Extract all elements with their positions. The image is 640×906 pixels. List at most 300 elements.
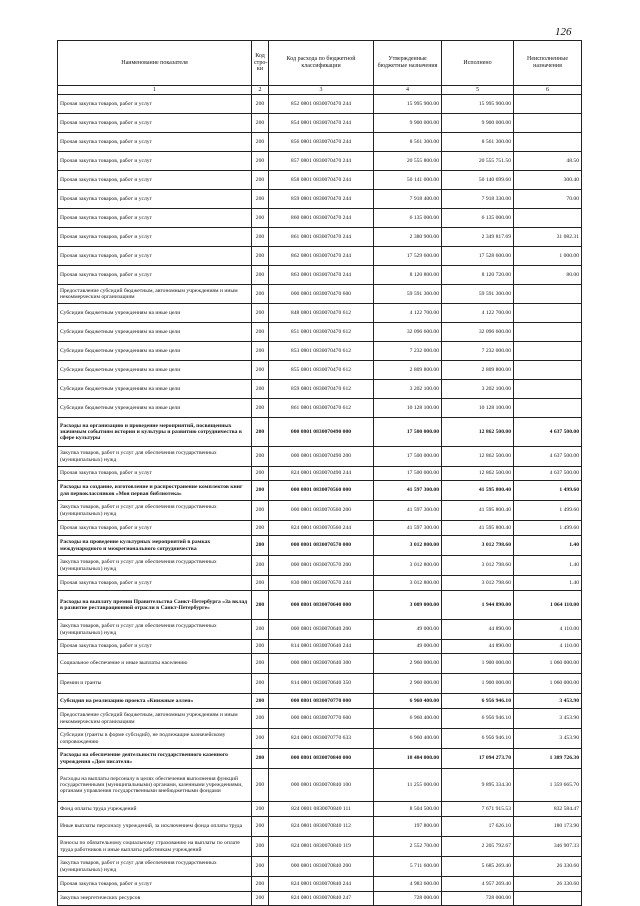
row-line-code: 200 <box>252 837 269 857</box>
row-classification: 000 0801 0830070570 200 <box>269 556 374 576</box>
row-executed: 1 900 000.00 <box>442 654 514 674</box>
row-line-code: 200 <box>252 266 269 285</box>
row-classification: 000 0801 0830070840 100 <box>269 769 374 802</box>
table-row <box>58 342 582 361</box>
row-executed: 3 012 798.60 <box>442 556 514 576</box>
row-line-code: 200 <box>252 342 269 361</box>
row-approved: 2 809 800.00 <box>374 361 442 380</box>
row-unexecuted: 3 453.90 <box>514 729 582 749</box>
row-name: Прочая закупка товаров, работ и услуг <box>58 247 252 266</box>
row-unexecuted: 1.40 <box>514 576 582 591</box>
row-unexecuted: 1 000.00 <box>514 247 582 266</box>
column-number: 1 <box>58 86 252 95</box>
column-number-row <box>58 86 582 95</box>
table-row <box>58 481 582 501</box>
row-name: Расходы на проведение культурных мероприятий в рамках международного и межрегионального сотрудничества <box>58 536 252 556</box>
row-line-code: 200 <box>252 285 269 304</box>
row-executed: 41 595 800.40 <box>442 501 514 521</box>
row-unexecuted: 300.40 <box>514 171 582 190</box>
row-approved: 2 960 000.00 <box>374 654 442 674</box>
row-executed: 3 012 798.60 <box>442 576 514 591</box>
row-approved: 5 711 600.00 <box>374 857 442 877</box>
row-unexecuted: 346 907.33 <box>514 837 582 857</box>
row-unexecuted: 26 330.60 <box>514 857 582 877</box>
row-line-code: 200 <box>252 501 269 521</box>
row-approved: 41 597 300.00 <box>374 481 442 501</box>
row-approved: 8 561 300.00 <box>374 133 442 152</box>
table-row <box>58 694 582 709</box>
row-classification: 824 0801 0830070490 244 <box>269 467 374 481</box>
table-row <box>58 892 582 906</box>
row-line-code: 200 <box>252 674 269 694</box>
row-executed: 4 957 269.40 <box>442 877 514 892</box>
row-name: Прочая закупка товаров, работ и услуг <box>58 467 252 481</box>
row-line-code: 200 <box>252 620 269 640</box>
row-unexecuted: 1 060 000.00 <box>514 674 582 694</box>
table-row <box>58 304 582 323</box>
row-classification: 854 0801 0830070470 244 <box>269 114 374 133</box>
row-approved: 17 500 000.00 <box>374 467 442 481</box>
table-header-row <box>58 41 582 86</box>
row-executed: 8 120 720.00 <box>442 266 514 285</box>
row-executed: 6 956 946.10 <box>442 709 514 729</box>
row-approved: 728 000.00 <box>374 892 442 906</box>
row-executed: 32 096 600.00 <box>442 323 514 342</box>
row-unexecuted: 4 637 500.00 <box>514 467 582 481</box>
row-name: Субсидия на реализацию проекта «Книжные аллеи» <box>58 694 252 709</box>
row-classification: 000 0801 0830070640 000 <box>269 591 374 620</box>
row-line-code: 200 <box>252 323 269 342</box>
row-approved: 3 009 000.00 <box>374 591 442 620</box>
table-row <box>58 501 582 521</box>
row-classification: 853 0801 0830070470 612 <box>269 342 374 361</box>
row-unexecuted: 1 060 000.00 <box>514 654 582 674</box>
row-line-code: 200 <box>252 228 269 247</box>
row-executed: 7 918 330.00 <box>442 190 514 209</box>
table-row <box>58 467 582 481</box>
row-unexecuted <box>514 133 582 152</box>
row-classification: 852 0801 0830070470 244 <box>269 95 374 114</box>
row-classification: 856 0801 0830070470 244 <box>269 133 374 152</box>
row-approved: 17 500 000.00 <box>374 418 442 447</box>
row-executed: 7 232 000.00 <box>442 342 514 361</box>
page-number: 126 <box>555 26 572 38</box>
row-unexecuted: 3 453.90 <box>514 709 582 729</box>
header-approved: Утвержденные бюджетные назначения <box>374 41 442 86</box>
row-name: Социальное обеспечение и иные выплаты населению <box>58 654 252 674</box>
row-approved: 41 597 300.00 <box>374 501 442 521</box>
row-executed: 7 671 915.53 <box>442 802 514 817</box>
row-unexecuted: 1 499.60 <box>514 501 582 521</box>
row-line-code: 200 <box>252 749 269 769</box>
table-row <box>58 817 582 837</box>
row-executed: 6 956 946.10 <box>442 694 514 709</box>
row-line-code: 200 <box>252 576 269 591</box>
header-classification: Код расхода по бюджетной классификации <box>269 41 374 86</box>
row-line-code: 200 <box>252 304 269 323</box>
row-approved: 6 960 400.00 <box>374 694 442 709</box>
row-name: Иные выплаты персоналу учреждений, за исключением фонда оплаты труда <box>58 817 252 837</box>
row-name: Субсидии бюджетным учреждениям на иные цели <box>58 361 252 380</box>
table-row <box>58 576 582 591</box>
row-approved: 41 597 300.00 <box>374 521 442 536</box>
row-name: Закупка энергетических ресурсов <box>58 892 252 906</box>
row-classification: 861 0801 0830070470 244 <box>269 228 374 247</box>
row-executed: 59 591 300.00 <box>442 285 514 304</box>
header-line-code: Код стро-ки <box>252 41 269 86</box>
row-line-code: 200 <box>252 591 269 620</box>
row-classification: 000 0801 0830070560 200 <box>269 501 374 521</box>
row-approved: 4 983 600.00 <box>374 877 442 892</box>
row-classification: 000 0801 0830070470 600 <box>269 285 374 304</box>
row-executed: 41 595 800.40 <box>442 521 514 536</box>
row-unexecuted: 4 637 500.00 <box>514 447 582 467</box>
row-approved: 7 918 400.00 <box>374 190 442 209</box>
row-line-code: 200 <box>252 521 269 536</box>
row-name: Расходы на организацию и проведение мероприятий, посвященных значимым событиям истории и культуры и развитию сотрудничества в сфере культуры <box>58 418 252 447</box>
table-row <box>58 228 582 247</box>
row-unexecuted: 4 110.00 <box>514 620 582 640</box>
row-line-code: 200 <box>252 802 269 817</box>
row-approved: 4 122 700.00 <box>374 304 442 323</box>
row-unexecuted: 832 584.47 <box>514 802 582 817</box>
row-name: Закупка товаров, работ и услуг для обеспечения государственных (муниципальных) нужд <box>58 556 252 576</box>
row-name: Прочая закупка товаров, работ и услуг <box>58 133 252 152</box>
row-classification: 000 0801 0830070840 000 <box>269 749 374 769</box>
row-approved: 6 960 400.00 <box>374 709 442 729</box>
row-line-code: 200 <box>252 877 269 892</box>
row-approved: 2 960 000.00 <box>374 674 442 694</box>
row-line-code: 200 <box>252 654 269 674</box>
row-name: Расходы на выплату премии Правительства Санкт-Петербурга «За вклад в развитие реставрационной отрасли в Санкт-Петербурге» <box>58 591 252 620</box>
row-line-code: 200 <box>252 247 269 266</box>
row-unexecuted: 1 359 665.70 <box>514 769 582 802</box>
row-unexecuted <box>514 361 582 380</box>
row-executed: 41 595 800.40 <box>442 481 514 501</box>
row-executed: 2 349 817.69 <box>442 228 514 247</box>
row-approved: 18 484 000.00 <box>374 749 442 769</box>
row-executed: 1 944 890.00 <box>442 591 514 620</box>
row-approved: 49 000.00 <box>374 620 442 640</box>
table-row <box>58 877 582 892</box>
table-row <box>58 447 582 467</box>
row-executed: 1 900 000.00 <box>442 674 514 694</box>
row-unexecuted: 31 082.31 <box>514 228 582 247</box>
row-classification: 824 0801 0830070840 247 <box>269 892 374 906</box>
row-approved: 2 552 700.00 <box>374 837 442 857</box>
row-unexecuted: 80.00 <box>514 266 582 285</box>
row-unexecuted <box>514 323 582 342</box>
row-line-code: 200 <box>252 114 269 133</box>
row-unexecuted: 48.50 <box>514 152 582 171</box>
row-name: Закупка товаров, работ и услуг для обеспечения государственных (муниципальных) нужд <box>58 501 252 521</box>
row-name: Прочая закупка товаров, работ и услуг <box>58 190 252 209</box>
table-row <box>58 171 582 190</box>
row-line-code: 200 <box>252 556 269 576</box>
row-executed: 44 890.00 <box>442 640 514 654</box>
row-approved: 17 500 000.00 <box>374 447 442 467</box>
row-unexecuted: 4 110.00 <box>514 640 582 654</box>
row-approved: 3 202 100.00 <box>374 380 442 399</box>
header-name: Наименование показателя <box>58 41 252 86</box>
row-line-code: 200 <box>252 694 269 709</box>
table-row <box>58 729 582 749</box>
row-line-code: 200 <box>252 481 269 501</box>
row-name: Фонд оплаты труда учреждений <box>58 802 252 817</box>
row-executed: 17 626.10 <box>442 817 514 837</box>
table-row <box>58 749 582 769</box>
row-name: Прочая закупка товаров, работ и услуг <box>58 171 252 190</box>
row-unexecuted <box>514 399 582 418</box>
row-line-code: 200 <box>252 640 269 654</box>
header-executed: Исполнено <box>442 41 514 86</box>
row-name: Прочая закупка товаров, работ и услуг <box>58 877 252 892</box>
table-row <box>58 640 582 654</box>
row-executed: 10 128 100.00 <box>442 399 514 418</box>
table-row <box>58 247 582 266</box>
table-row <box>58 418 582 447</box>
row-executed: 17 094 273.70 <box>442 749 514 769</box>
table-row <box>58 190 582 209</box>
row-approved: 3 012 800.00 <box>374 576 442 591</box>
row-classification: 000 0801 0830070770 600 <box>269 709 374 729</box>
column-number: 6 <box>514 86 582 95</box>
row-unexecuted: 1 064 110.00 <box>514 591 582 620</box>
table-row <box>58 399 582 418</box>
row-executed: 2 809 800.00 <box>442 361 514 380</box>
row-name: Расходы на создание, изготовление и распространение комплектов книг для первоклассников «Моя первая библиотека» <box>58 481 252 501</box>
row-executed: 12 862 500.00 <box>442 418 514 447</box>
row-classification: 000 0801 0830070490 200 <box>269 447 374 467</box>
table-row <box>58 521 582 536</box>
row-line-code: 200 <box>252 152 269 171</box>
row-name: Премии и гранты <box>58 674 252 694</box>
row-name: Прочая закупка товаров, работ и услуг <box>58 209 252 228</box>
row-executed: 15 995 900.00 <box>442 95 514 114</box>
row-name: Закупка товаров, работ и услуг для обеспечения государственных (муниципальных) нужд <box>58 447 252 467</box>
row-unexecuted <box>514 342 582 361</box>
row-classification: 000 0801 0830070840 200 <box>269 857 374 877</box>
column-number: 4 <box>374 86 442 95</box>
row-name: Субсидии бюджетным учреждениям на иные цели <box>58 380 252 399</box>
table-row <box>58 591 582 620</box>
table-row <box>58 114 582 133</box>
row-line-code: 200 <box>252 171 269 190</box>
row-unexecuted: 26 330.60 <box>514 877 582 892</box>
row-classification: 855 0801 0830070470 612 <box>269 361 374 380</box>
row-name: Прочая закупка товаров, работ и услуг <box>58 95 252 114</box>
row-unexecuted <box>514 95 582 114</box>
row-unexecuted <box>514 892 582 906</box>
row-executed: 9 895 334.30 <box>442 769 514 802</box>
row-classification: 824 0801 0830070840 112 <box>269 817 374 837</box>
row-classification: 814 0801 0830070640 350 <box>269 674 374 694</box>
row-classification: 000 0801 0830070770 000 <box>269 694 374 709</box>
row-executed: 20 555 751.50 <box>442 152 514 171</box>
row-name: Расходы на выплаты персоналу в целях обеспечения выполнения функций государственными (муниципальными) органами, казенными учреждениями, органами управления государственными внебюджетными фондами <box>58 769 252 802</box>
row-executed: 3 012 798.60 <box>442 536 514 556</box>
row-unexecuted <box>514 114 582 133</box>
table-row <box>58 323 582 342</box>
row-unexecuted <box>514 285 582 304</box>
column-number: 5 <box>442 86 514 95</box>
row-approved: 32 096 600.00 <box>374 323 442 342</box>
row-executed: 6 956 946.10 <box>442 729 514 749</box>
row-name: Субсидии (гранты в форме субсидий), не подлежащие казначейскому сопровождению <box>58 729 252 749</box>
table-row <box>58 709 582 729</box>
row-classification: 824 0801 0830070840 111 <box>269 802 374 817</box>
row-approved: 8 504 500.00 <box>374 802 442 817</box>
row-line-code: 200 <box>252 857 269 877</box>
row-unexecuted: 1 389 726.30 <box>514 749 582 769</box>
row-classification: 000 0801 0830070640 200 <box>269 620 374 640</box>
table-row <box>58 380 582 399</box>
table-row <box>58 556 582 576</box>
row-line-code: 200 <box>252 190 269 209</box>
row-line-code: 200 <box>252 380 269 399</box>
row-name: Расходы на обеспечение деятельности государственного казенного учреждения «Дом писателя» <box>58 749 252 769</box>
row-classification: 824 0801 0830070840 244 <box>269 877 374 892</box>
row-name: Закупка товаров, работ и услуг для обеспечения государственных (муниципальных) нужд <box>58 620 252 640</box>
table-row <box>58 266 582 285</box>
row-classification: 848 0801 0830070470 612 <box>269 304 374 323</box>
row-name: Предоставление субсидий бюджетным, автономным учреждениям и иным некоммерческим организациям <box>58 709 252 729</box>
table-row <box>58 95 582 114</box>
row-classification: 859 0801 0830070470 244 <box>269 190 374 209</box>
row-approved: 8 120 800.00 <box>374 266 442 285</box>
row-executed: 50 140 699.60 <box>442 171 514 190</box>
row-approved: 49 000.00 <box>374 640 442 654</box>
row-classification: 851 0801 0830070470 612 <box>269 323 374 342</box>
row-approved: 15 995 900.00 <box>374 95 442 114</box>
row-name: Прочая закупка товаров, работ и услуг <box>58 521 252 536</box>
row-executed: 4 122 700.00 <box>442 304 514 323</box>
row-unexecuted: 4 637 500.00 <box>514 418 582 447</box>
row-approved: 6 135 000.00 <box>374 209 442 228</box>
row-name: Закупка товаров, работ и услуг для обеспечения государственных (муниципальных) нужд <box>58 857 252 877</box>
row-classification: 814 0801 0830070640 244 <box>269 640 374 654</box>
row-executed: 3 202 100.00 <box>442 380 514 399</box>
row-executed: 6 135 000.00 <box>442 209 514 228</box>
table-row <box>58 769 582 802</box>
row-unexecuted: 70.00 <box>514 190 582 209</box>
row-name: Субсидии бюджетным учреждениям на иные цели <box>58 342 252 361</box>
row-line-code: 200 <box>252 709 269 729</box>
row-line-code: 200 <box>252 729 269 749</box>
row-classification: 000 0801 0830070490 000 <box>269 418 374 447</box>
table-row <box>58 857 582 877</box>
row-classification: 000 0801 0830070640 300 <box>269 654 374 674</box>
header-unexecuted: Неисполненные назначения <box>514 41 582 86</box>
row-executed: 8 561 300.00 <box>442 133 514 152</box>
row-executed: 12 862 500.00 <box>442 447 514 467</box>
row-name: Взносы по обязательному социальному страхованию на выплаты по оплате труда работников и иные выплаты работникам учреждений <box>58 837 252 857</box>
row-approved: 9 900 000.00 <box>374 114 442 133</box>
row-unexecuted <box>514 304 582 323</box>
row-executed: 12 862 500.00 <box>442 467 514 481</box>
row-line-code: 200 <box>252 769 269 802</box>
row-name: Прочая закупка товаров, работ и услуг <box>58 266 252 285</box>
row-unexecuted <box>514 380 582 399</box>
row-classification: 830 0801 0830070570 244 <box>269 576 374 591</box>
row-approved: 6 960 400.00 <box>374 729 442 749</box>
row-executed: 5 685 269.40 <box>442 857 514 877</box>
row-approved: 59 591 300.00 <box>374 285 442 304</box>
row-line-code: 200 <box>252 817 269 837</box>
row-line-code: 200 <box>252 467 269 481</box>
row-line-code: 200 <box>252 418 269 447</box>
row-executed: 2 205 792.67 <box>442 837 514 857</box>
row-classification: 860 0801 0830070470 244 <box>269 209 374 228</box>
row-executed: 17 528 600.00 <box>442 247 514 266</box>
table-row <box>58 802 582 817</box>
row-approved: 3 012 800.00 <box>374 556 442 576</box>
row-classification: 824 0801 0830070840 119 <box>269 837 374 857</box>
row-name: Субсидии бюджетным учреждениям на иные цели <box>58 304 252 323</box>
row-name: Прочая закупка товаров, работ и услуг <box>58 152 252 171</box>
row-unexecuted: 1 499.60 <box>514 481 582 501</box>
column-number: 2 <box>252 86 269 95</box>
row-approved: 2 380 900.00 <box>374 228 442 247</box>
row-name: Предоставление субсидий бюджетным, автономным учреждениям и иным некоммерческим организациям <box>58 285 252 304</box>
row-approved: 3 012 800.00 <box>374 536 442 556</box>
row-classification: 861 0801 0830070470 612 <box>269 399 374 418</box>
row-approved: 11 255 000.00 <box>374 769 442 802</box>
row-classification: 863 0801 0830070470 244 <box>269 266 374 285</box>
row-unexecuted: 180 173.90 <box>514 817 582 837</box>
row-classification: 858 0801 0830070470 244 <box>269 171 374 190</box>
row-approved: 50 141 000.00 <box>374 171 442 190</box>
table-row <box>58 536 582 556</box>
table-row <box>58 133 582 152</box>
row-classification: 862 0801 0830070470 244 <box>269 247 374 266</box>
row-unexecuted: 1.40 <box>514 536 582 556</box>
table-row <box>58 152 582 171</box>
table-row <box>58 620 582 640</box>
row-approved: 10 128 100.00 <box>374 399 442 418</box>
row-classification: 000 0801 0830070560 000 <box>269 481 374 501</box>
column-number: 3 <box>269 86 374 95</box>
row-unexecuted: 3 453.90 <box>514 694 582 709</box>
table-body <box>58 95 582 906</box>
row-name: Прочая закупка товаров, работ и услуг <box>58 114 252 133</box>
row-approved: 20 555 800.00 <box>374 152 442 171</box>
row-executed: 44 890.00 <box>442 620 514 640</box>
table-row <box>58 285 582 304</box>
row-executed: 728 000.00 <box>442 892 514 906</box>
row-line-code: 200 <box>252 447 269 467</box>
row-executed: 9 900 000.00 <box>442 114 514 133</box>
row-name: Субсидии бюджетным учреждениям на иные цели <box>58 399 252 418</box>
budget-execution-table <box>57 40 582 906</box>
table-row <box>58 654 582 674</box>
row-line-code: 200 <box>252 95 269 114</box>
row-line-code: 200 <box>252 399 269 418</box>
row-classification: 859 0801 0830070470 612 <box>269 380 374 399</box>
row-unexecuted: 1.40 <box>514 556 582 576</box>
table-row <box>58 674 582 694</box>
row-classification: 857 0801 0830070470 244 <box>269 152 374 171</box>
row-approved: 7 232 000.00 <box>374 342 442 361</box>
row-approved: 197 800.00 <box>374 817 442 837</box>
row-name: Субсидии бюджетным учреждениям на иные цели <box>58 323 252 342</box>
row-line-code: 200 <box>252 536 269 556</box>
table-row <box>58 209 582 228</box>
row-unexecuted <box>514 209 582 228</box>
row-classification: 824 0801 0830070770 633 <box>269 729 374 749</box>
row-name: Прочая закупка товаров, работ и услуг <box>58 228 252 247</box>
row-line-code: 200 <box>252 133 269 152</box>
